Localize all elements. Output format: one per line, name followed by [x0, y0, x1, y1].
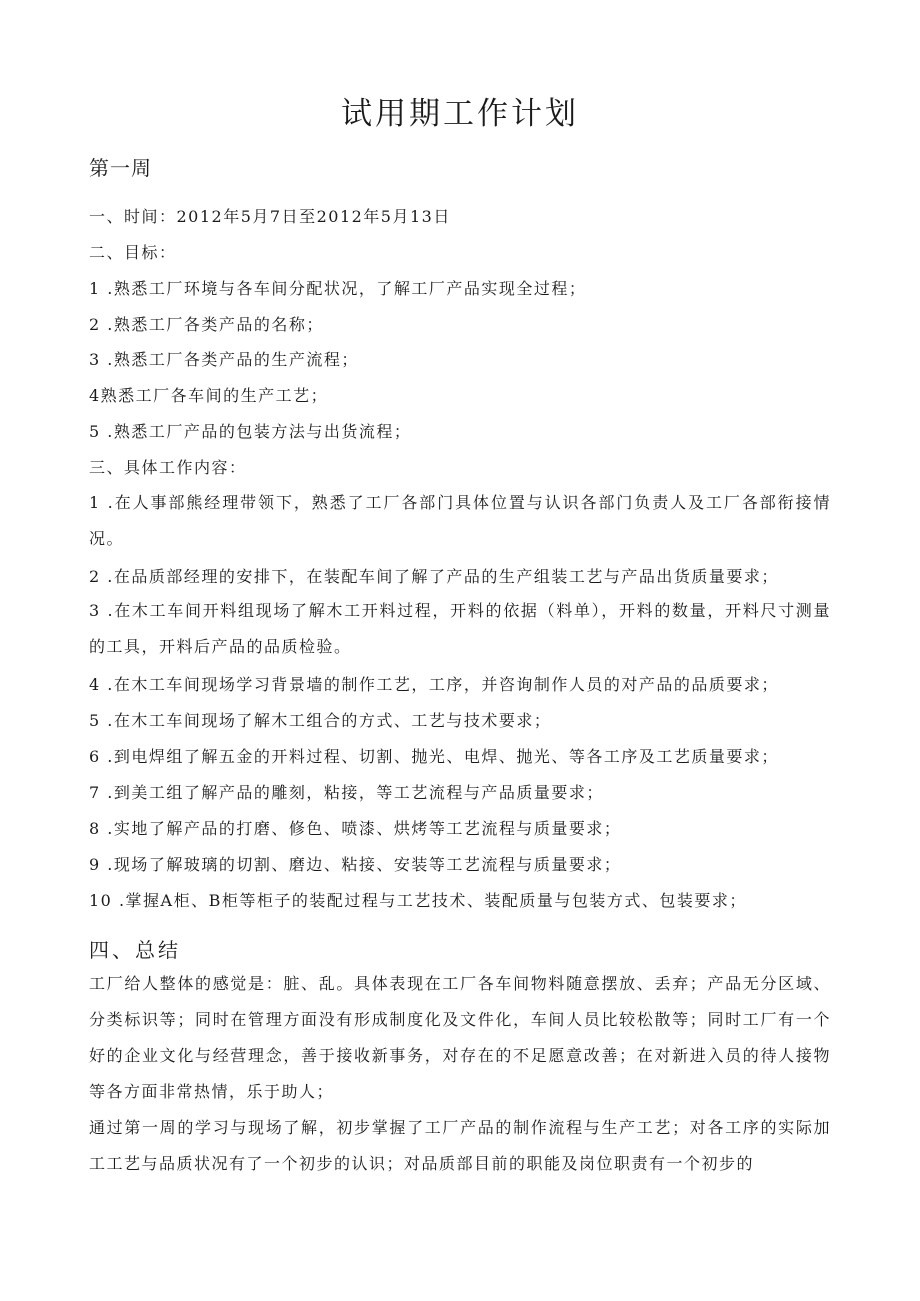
goals-heading: 二、目标： [89, 243, 177, 262]
time-line: 一、时间：2012年5月7日至2012年5月13日 [89, 207, 451, 226]
goal-item: 1 .熟悉工厂环境与各车间分配状况，了解工厂产品实现全过程； [89, 279, 587, 298]
page-title: 试用期工作计划 [341, 96, 579, 132]
summary-heading: 四、总结 [89, 938, 181, 962]
work-item: 2 .在品质部经理的安排下，在装配车间了解了产品的生产组装工艺与产品出货质量要求； [89, 567, 779, 586]
work-item: 3 .在木工车间开料组现场了解木工开料过程，开料的依据（料单），开料的数量，开料尺寸测量的工具，开料后产品的品质检验。 [89, 601, 831, 656]
work-item: 6 .到电焊组了解五金的开料过程、切割、抛光、电焊、抛光、等各工序及工艺质量要求； [89, 747, 779, 766]
goal-item: 2 .熟悉工厂各类产品的名称； [89, 315, 324, 334]
work-item: 1 .在人事部熊经理带领下，熟悉了工厂各部门具体位置与认识各部门负责人及工厂各部衔接情况。 [89, 493, 831, 548]
goal-item: 3 .熟悉工厂各类产品的生产流程； [89, 350, 359, 369]
goal-item: 5 .熟悉工厂产品的包装方法与出货流程； [89, 422, 412, 441]
work-item: 7 .到美工组了解产品的雕刻，粘接，等工艺流程与产品质量要求； [89, 783, 604, 802]
week-heading: 第一周 [89, 156, 152, 180]
work-item: 10 .掌握A柜、B柜等柜子的装配过程与工艺技术、装配质量与包装方式、包装要求； [89, 891, 747, 910]
work-item: 8 .实地了解产品的打磨、修色、喷漆、烘烤等工艺流程与质量要求； [89, 819, 622, 838]
summary-paragraph: 工厂给人整体的感觉是：脏、乱。具体表现在工厂各车间物料随意摆放、丢弃；产品无分区域、分类标识等；同时在管理方面没有形成制度化及文件化，车间人员比较松散等；同时工厂有一个好的企业文化与经营理念，善于接收新事务，对存在的不足愿意改善；在对新进入员的待人接物等各方面非常热情，乐于助人； [89, 974, 831, 1101]
goal-item: 4熟悉工厂各车间的生产工艺； [89, 386, 329, 405]
work-item: 4 .在木工车间现场学习背景墙的制作工艺，工序，并咨询制作人员的对产品的品质要求； [89, 675, 779, 694]
work-item: 9 .现场了解玻璃的切割、磨边、粘接、安装等工艺流程与质量要求； [89, 855, 622, 874]
work-item: 5 .在木工车间现场了解木工组合的方式、工艺与技术要求； [89, 711, 552, 730]
work-heading: 三、具体工作内容： [89, 458, 247, 477]
summary-paragraph: 通过第一周的学习与现场了解，初步掌握了工厂产品的制作流程与生产工艺；对各工序的实际加工工艺与品质状况有了一个初步的认识；对品质部目前的职能及岗位职责有一个初步的 [89, 1118, 831, 1173]
